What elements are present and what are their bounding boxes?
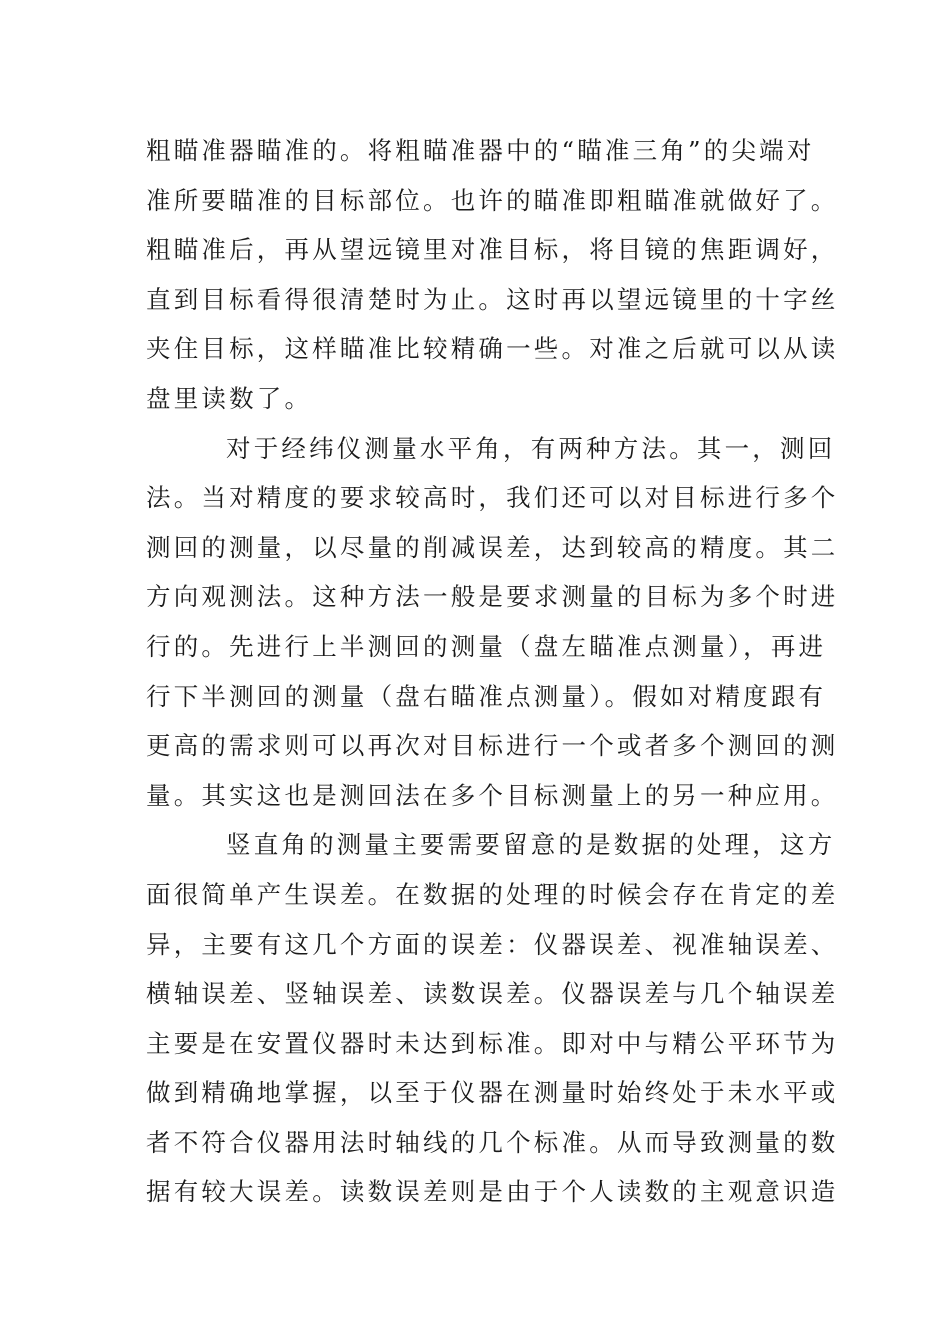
text-line: 竖直角的测量主要需要留意的是数据的处理，这方 xyxy=(226,830,836,860)
text-line: 盘里读数了。 xyxy=(146,383,313,413)
text-line: 粗瞄准后，再从望远镜里对准目标，将目镜的焦距调好， xyxy=(146,235,839,265)
text-line: 据有较大误差。读数误差则是由于个人读数的主观意识造 xyxy=(146,1177,839,1207)
text-line: 行的。先进行上半测回的测量（盘左瞄准点测量），再进 xyxy=(146,631,827,661)
text-line: 夹住目标，这样瞄准比较精确一些。对准之后就可以从读 xyxy=(146,334,839,364)
text-line: 直到目标看得很清楚时为止。这时再以望远镜里的十字丝 xyxy=(146,284,839,314)
document-body xyxy=(146,126,839,1217)
text-line: 准所要瞄准的目标部位。也许的瞄准即粗瞄准就做好了。 xyxy=(146,185,839,215)
text-line: 量。其实这也是测回法在多个目标测量上的另一种应用。 xyxy=(146,780,839,810)
text-line: 异，主要有这几个方面的误差：仪器误差、视准轴误差、 xyxy=(146,929,839,959)
text-line: 方向观测法。这种方法一般是要求测量的目标为多个时进 xyxy=(146,582,839,612)
text-line: 更高的需求则可以再次对目标进行一个或者多个测回的测 xyxy=(146,731,839,761)
text-line: 面很简单产生误差。在数据的处理的时候会存在肯定的差 xyxy=(146,879,839,909)
text-line: 行下半测回的测量（盘右瞄准点测量）。假如对精度跟有 xyxy=(146,681,827,711)
text-line: 做到精确地掌握，以至于仪器在测量时始终处于未水平或 xyxy=(146,1078,839,1108)
text-line: 粗瞄准器瞄准的。将粗瞄准器中的“瞄准三角”的尖端对 xyxy=(146,136,815,165)
text-line: 主要是在安置仪器时未达到标准。即对中与精公平环节为 xyxy=(146,1028,839,1058)
text-line: 测回的测量，以尽量的削减误差，达到较高的精度。其二 xyxy=(146,532,839,562)
text-line: 横轴误差、竖轴误差、读数误差。仪器误差与几个轴误差 xyxy=(146,979,839,1009)
text-line: 对于经纬仪测量水平角，有两种方法。其一，测回 xyxy=(226,433,836,463)
text-line: 法。当对精度的要求较高时，我们还可以对目标进行多个 xyxy=(146,483,839,513)
text-line: 者不符合仪器用法时轴线的几个标准。从而导致测量的数 xyxy=(146,1127,839,1157)
